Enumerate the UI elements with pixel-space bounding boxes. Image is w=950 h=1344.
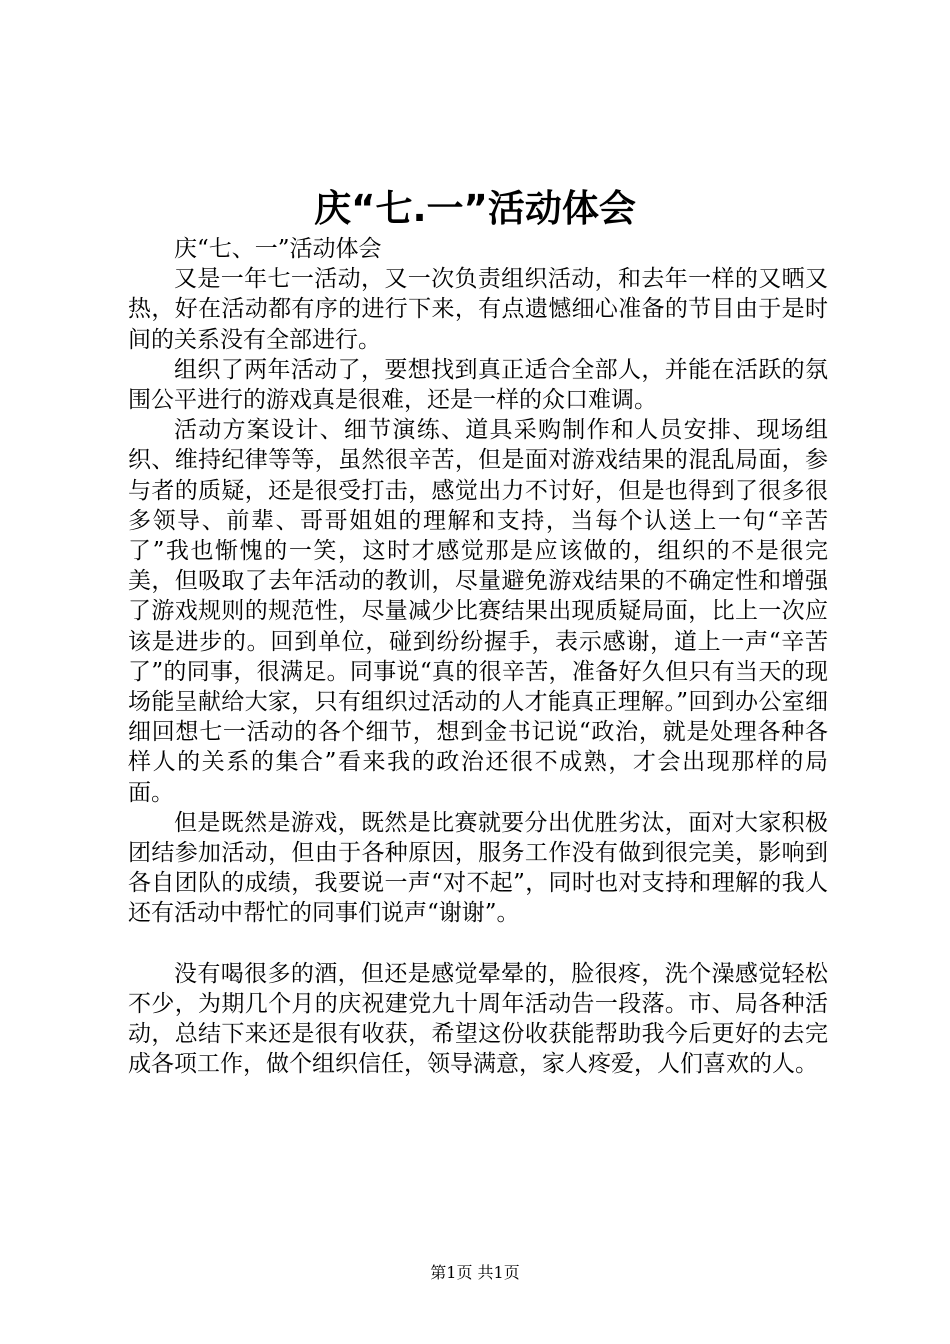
paragraph-3: 活动方案设计、细节演练、道具采购制作和人员安排、现场组织、维持纪律等等，虽然很辛苦，但是面对游戏结果的混乱局面，参与者的质疑，还是很受打击，感觉出力不讨好，但是也得到了很多很多领导、前辈、哥哥姐姐的理解和支持，当每个认送上一句“辛苦了”我也惭愧的一笑，这时才感觉那是应该做的，组织的不是很完美，但吸取了去年活动的教训，尽量避免游戏结果的不确定性和增强了游戏规则的规范性，尽量减少比赛结果出现质疑局面，比上一次应该是进步的。回到单位，碰到纷纷握手，表示感谢，道上一声“辛苦了”的同事，很满足。同事说“真的很辛苦，准备好久但只有当天的现场能呈献给大家，只有组织过活动的人才能真正理解。”回到办公室细细回想七一活动的各个细节，想到金书记说“政治，就是处理各种各样人的关系的集合”看来我的政治还很不成熟，才会出现那样的局面。 bbox=[128, 417, 828, 806]
page-footer: 第1页 共1页 bbox=[430, 1263, 520, 1282]
paragraph-1: 又是一年七一活动，又一次负责组织活动，和去年一样的又晒又热，好在活动都有序的进行下来，有点遗憾细心准备的节目由于是时间的关系没有全部进行。 bbox=[128, 266, 828, 353]
document-body bbox=[128, 234, 828, 1079]
paragraph-4: 但是既然是游戏，既然是比赛就要分出优胜劣汰，面对大家积极团结参加活动，但由于各种原因，服务工作没有做到很完美，影响到各自团队的成绩，我要说一声“对不起”，同时也对支持和理解的我人还有活动中帮忙的同事们说声“谢谢”。 bbox=[128, 809, 828, 927]
document-title: 庆“七.一”活动体会 bbox=[314, 187, 636, 230]
paragraph-5: 没有喝很多的酒，但还是感觉晕晕的，脸很疼，洗个澡感觉轻松不少，为期几个月的庆祝建党九十周年活动告一段落。市、局各种活动，总结下来还是很有收获，希望这份收获能帮助我今后更好的去完成各项工作，做个组织信任，领导满意，家人疼爱，人们喜欢的人。 bbox=[128, 960, 828, 1078]
paragraph-subtitle: 庆“七、一”活动体会 bbox=[174, 236, 382, 262]
paragraph-2: 组织了两年活动了，要想找到真正适合全部人，并能在活跃的氛围公平进行的游戏真是很难，还是一样的众口难调。 bbox=[128, 356, 828, 414]
